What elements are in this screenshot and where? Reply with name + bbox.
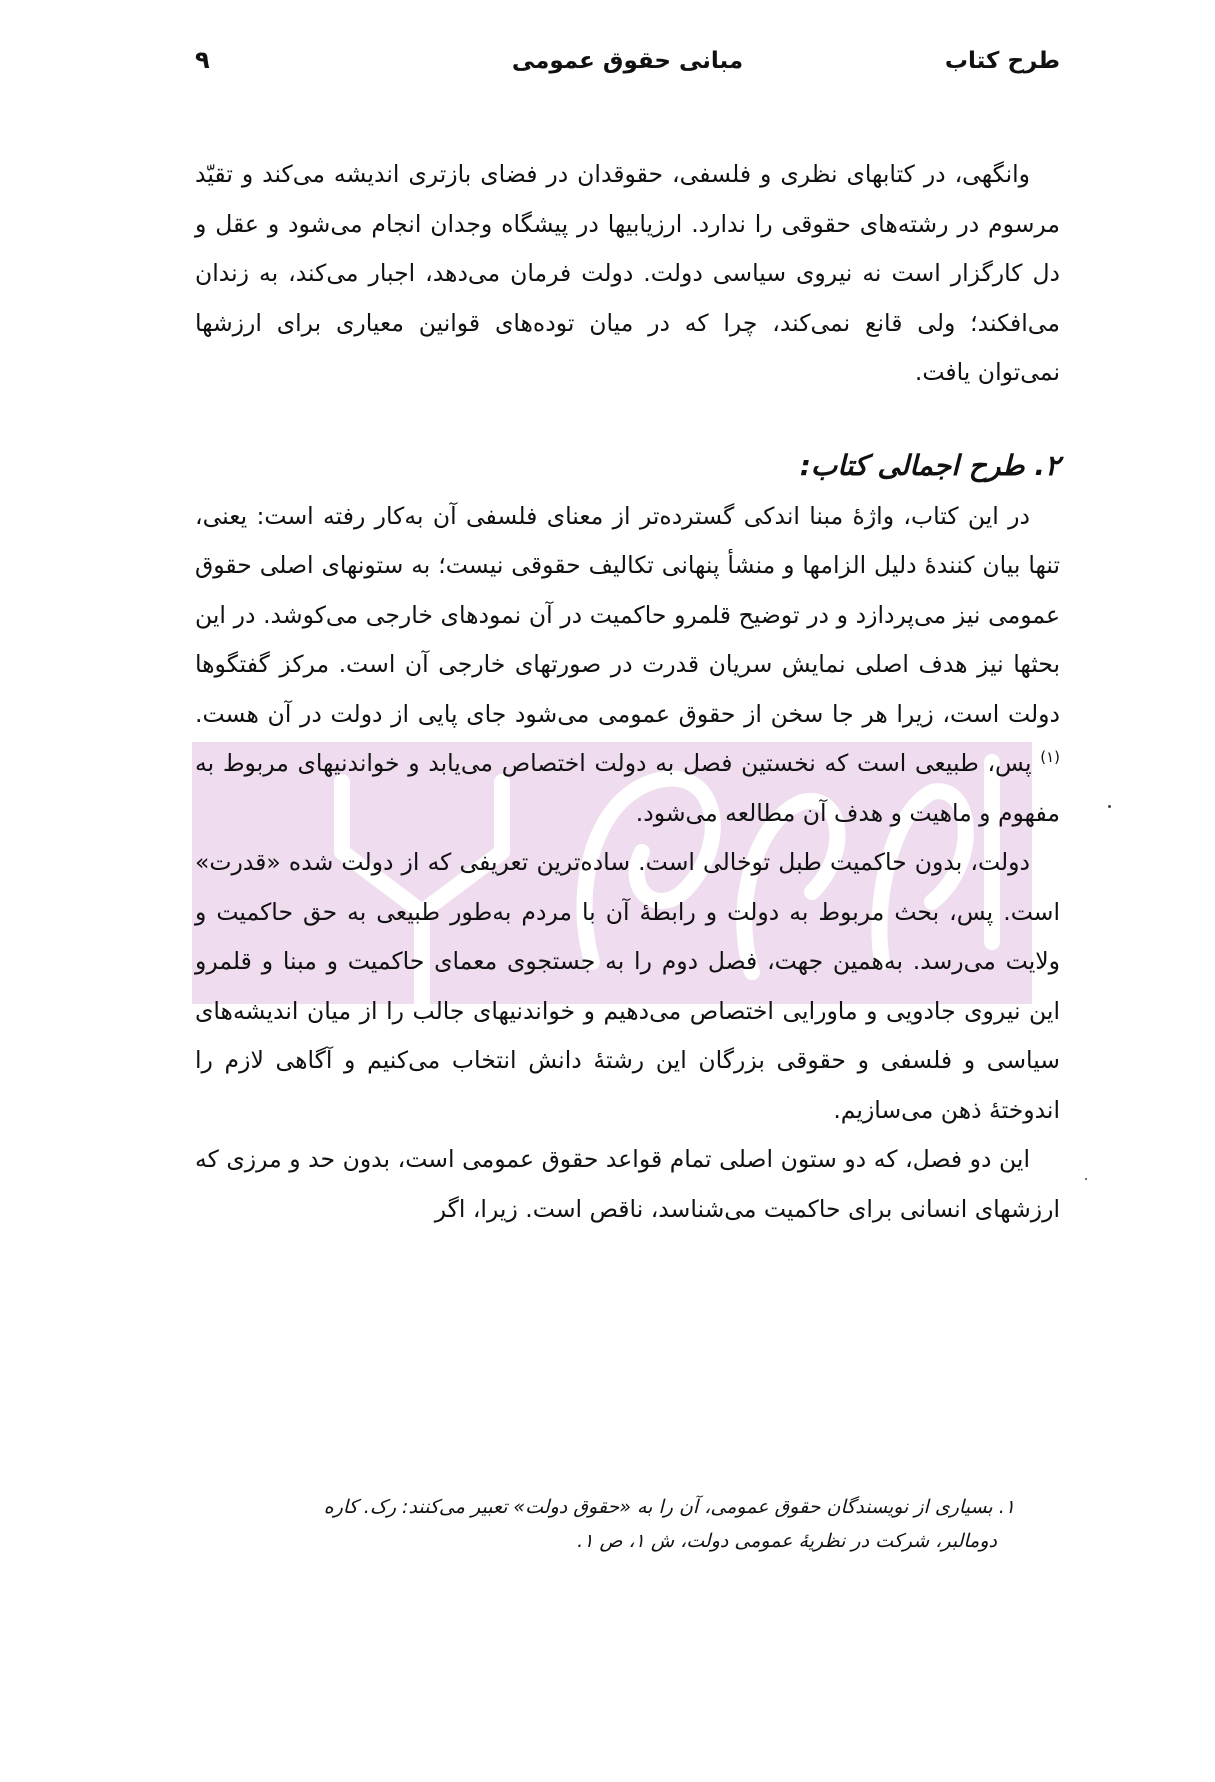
paragraph-2 — [195, 492, 1060, 839]
footnote-1-line-2: دومالبر، شرکت در نظریهٔ عمومی دولت، ش ۱، ص ۱. — [577, 1530, 997, 1552]
running-title-book: مبانی حقوق عمومی — [511, 48, 744, 74]
footnote-reference[interactable]: (۱) — [1040, 748, 1060, 767]
page-header — [195, 48, 1060, 88]
body-text — [195, 150, 1060, 1234]
scan-speck — [1108, 805, 1111, 808]
footnotes — [195, 1490, 1015, 1558]
footnote-1-line-1: ۱. بسیاری از نویسندگان حقوق عمومی، آن را به «حقوق دولت» تعبیر می‌کنند: رک. کاره — [323, 1496, 1015, 1518]
scan-speck — [1085, 1178, 1087, 1180]
section-heading: ۲. طرح اجمالی کتاب: — [799, 448, 1060, 482]
running-title-chapter: طرح کتاب — [944, 48, 1060, 74]
page-number: ۹ — [195, 46, 210, 74]
paragraph-3: دولت، بدون حاکمیت طبل توخالی است. ساده‌ترین تعریفی که از دولت شده «قدرت» است. پس، بحث مربوط به دولت و رابطهٔ آن با مردم به‌طور طبیعی به حق حاکمیت و ولایت می‌رسد. به‌همین جهت، فصل دوم را به جستجوی معمای حاکمیت و مبنا و قلمرو این نیروی جادویی و ماورایی اختصاص می‌دهیم و خواندنیهای جالب را از میان اندیشه‌های سیاسی و فلسفی و حقوقی بزرگان این رشتهٔ دانش انتخاب می‌کنیم و آگاهی لازم را اندوختهٔ ذهن می‌سازیم. — [195, 848, 1060, 1124]
paragraph-1: وانگهی، در کتابهای نظری و فلسفی، حقوقدان در فضای بازتری اندیشه می‌کند و تقیّد مرسوم در رشته‌های حقوقی را ندارد. ارزیابیها در پیشگاه وجدان انجام می‌شود و عقل و دل کارگزار است نه نیروی سیاسی دولت. دولت فرمان می‌دهد، اجبار می‌کند، به زندان می‌افکند؛ ولی قانع نمی‌کند، چرا که در میان توده‌های قوانین معیاری برای ارزشها نمی‌توان یافت. — [195, 160, 1060, 386]
paragraph-4: این دو فصل، که دو ستون اصلی تمام قواعد حقوق عمومی است، بدون حد و مرزی که ارزشهای انسانی برای حاکمیت می‌شناسد، ناقص است. زیرا، اگر — [195, 1145, 1060, 1223]
paragraph-2-continued: پس، طبیعی است که نخستین فصل به دولت اختصاص می‌یابد و خواندنیهای مربوط به مفهوم و ماهیت و هدف آن مطالعه می‌شود. — [195, 749, 1060, 827]
paragraph-2-text: در این کتاب، واژهٔ مبنا اندکی گسترده‌تر از معنای فلسفی آن به‌کار رفته است: یعنی، تنها بیان کنندهٔ دلیل الزامها و منشأ پنهانی تکالیف حقوقی نیست؛ به ستونهای اصلی حقوق عمومی نیز می‌پردازد و در توضیح قلمرو حاکمیت در آن نمودهای خارجی می‌کوشد. در این بحثها نیز هدف اصلی نمایش سریان قدرت در صورتهای خارجی آن است. مرکز گفتگوها دولت است، زیرا هر جا سخن از حقوق عمومی می‌شود جای پایی از دولت در آن هست. — [195, 501, 1060, 728]
